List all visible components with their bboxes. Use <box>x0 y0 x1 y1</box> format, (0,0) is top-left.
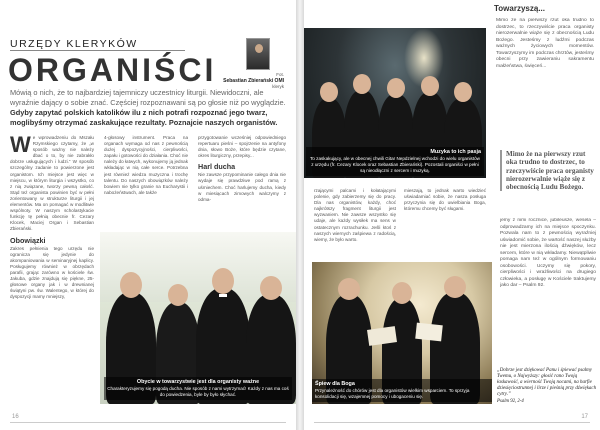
psalm-text: „Dobrze jest dziękować Panu i śpiewać psalmy Twemu, o Najwyższy: głosić rano Twoją łaskawość, a wierność Twoją nocami, na harfie dziesięciostrunnej i lirze i pieśnią przy dźwiękach cytry.” <box>497 368 597 398</box>
left-page <box>0 0 296 430</box>
psalm-source: Psalm 92, 2-4 <box>497 399 524 405</box>
person-head <box>353 74 371 94</box>
photo-caption <box>306 147 484 176</box>
pull-quote: Mimo że na pierwszy rzut oka trudno to dostrzec, to rzeczywiście praca organisty nierozerwalnie wiąże się z obecnością Ludu Bożego. <box>500 150 596 191</box>
right-paragraph: jemy z nimi rocznice, jubileusze, wesela – odprowadzamy ich na miejsce spoczynku. Pozwala nam to z pewnością wyraźniej uświadomić sobie, że wartość naszej służby nie jest mierzona ilością dźwięków, lecz sercem, które w nią wkładamy. Niewątpliwie pomaga nam też w ogólnym formowaniu osobowości. Uczymy się pokory, cierpliwości i wrażliwości na drugiego człowieka, a posługę w Kościele traktujemy jako dar – Psalm 92. <box>500 218 596 288</box>
mid-paragraph: rzającymi palcami i kołatającymi polenie, gdy zabierzemy się do pracy. Dla nas organistów, każdy, choć najkrótszy fragment liturgii jest wyzwaniem. Nie zawsze wszystko się udaje, ale każdy wysiłek ma sens w ostatecznym rozrachunku. Jeśli ktoś z naszych wiernych zaśpiewa z radością, wiemy, że było warto. <box>314 188 396 242</box>
section-label: URZĘDY KLERYKÓW <box>10 38 138 50</box>
person-head <box>421 76 439 96</box>
author-portrait <box>246 38 270 70</box>
lead-text: Mówią o nich, że to najbardziej tajemniczy uczestnicy liturgii. Niewidoczni, ale wyraźnie dający o sobie znać. Częściej rozpoznawani są po głosie niż po wyglądzie. <box>10 88 286 107</box>
col3-paragraph-2: Nie zawsze przypominanie całego dnia nie wydaje się prawdziwe pod ramą z uśmiechem. Choć harlujemy ducha, kiedy w miesiącach zimowych walczymy z odma- <box>198 172 286 202</box>
article-column-mid-1 <box>314 188 396 258</box>
col1-paragraph: e wprowadzeniu do Mszału Rzymskiego czytamy, że „w sposób ważny nie należy dbać o to, by nie zabrakło dobrze usługujących i ludzi.” W sposób szczególny zadanie to powierzone jest organistom. Ich miejsce jest więc w miejscu, w którym liturgia i wszystko, co z nią związane, tworzy pewną całość. Stąd też organista powinien być w pełni zorientowany w strukturze liturgii i jej elementów. Ma on pomagać w modlitwie wspólnoty. W naszym scholastykacie funkcję tę pełnią obecnie fr. Cezary Klocek, Maciej Organ i Sebastian Zbierański. <box>10 135 94 232</box>
person-head <box>454 82 472 102</box>
dropcap: W <box>10 135 31 157</box>
caption-title: Obycie w towarzystwie jest dla organisty ważne <box>136 379 260 385</box>
page-number: 16 <box>12 414 19 420</box>
person-head <box>120 272 142 298</box>
side-column <box>496 18 594 138</box>
person-head <box>387 78 405 98</box>
person-head <box>168 284 188 306</box>
lead-paragraph <box>10 88 290 128</box>
person-head <box>212 268 234 294</box>
article-column-right <box>500 218 596 348</box>
spine-gutter <box>296 0 304 430</box>
person-head <box>338 278 360 300</box>
photo-credit-name: Sebastian Zbierański OMI <box>223 78 284 84</box>
article-column-mid-2 <box>404 188 486 258</box>
article-column-2 <box>104 135 188 217</box>
photo-group-clerics <box>100 232 296 404</box>
photo-caption <box>104 377 292 400</box>
person-head <box>444 276 466 298</box>
psalm-quote <box>497 368 597 406</box>
person-head <box>392 282 412 304</box>
caption-title: Śpiew dla Boga <box>315 381 355 387</box>
photo-clerics-in-church <box>304 28 486 178</box>
sheet-music <box>415 323 443 342</box>
col1-paragraph-2: Zakres pełnienia tego urzędu nie ogranicza się jedynie do akompaniowania w seminaryjnej kaplicy. Posługujemy również w obrzędach parafii, grając zarówno w kościele św. Jakuba, gdzie znajdują się piękne, 25-głosowe organy jak i w drewnianej świątyni pw. św. Walentego, w której do dyspozycji mamy mniejszy, <box>10 245 94 300</box>
side-title: Towarzyszą... <box>494 4 545 13</box>
mid-paragraph-2: mieszają, to jednak warto wiedzieć uświadamiać sobie, że nasza posługa przyczynia się do uwielbiania Boga, któremu chcemy być sługami. <box>404 188 486 212</box>
photo-caption <box>312 379 492 402</box>
subheading-duties: Obowiązki <box>10 235 46 245</box>
photo-choir-singing <box>312 262 492 404</box>
footer-rule <box>10 422 286 423</box>
person-head <box>320 82 338 102</box>
footer-rule <box>314 422 590 423</box>
article-column-3 <box>198 135 286 217</box>
title-rule <box>10 50 185 51</box>
photo-credit-label: Fot. <box>276 72 284 77</box>
col2-paragraph: 4-głosowy instrument. Praca na organach wymaga od nas z pewnością dużej dyspozycyjności, cierpliwości, zapału i gotowości do działania. Choć nie należy do łatwych, wykonujemy ją jednak wkładając w nią całe serce. Potrzebna jest również wiedza muzyczna i trochę talentu. Do naszych obowiązków należy bowiem nie tylko granie na Eucharystii i nabożeństwach, ale także <box>104 135 188 195</box>
caption-title: Muzyka to ich pasja <box>430 149 481 155</box>
clerical-collar <box>219 294 227 297</box>
caption-text: Przynależność do chórów jest dla organistów wielkim wsparciem. To sprzyja konsolidacji się, wzajemnej pomocy i ubogaceniu się. <box>315 388 470 399</box>
caption-text: Charakteryzujemy się pogodą ducha. Nie sposób z nami wytrzymać! Każdy z nas ma coś do powiedzenia, byle by było słychać. <box>107 386 289 397</box>
right-page <box>304 0 600 430</box>
portrait-head <box>255 44 263 53</box>
caption-text: To zaskakujący, ale w obecnej chwili Gitar Nepdzielnej wchodzi do wielu organistów z urzędu (fr. Cezary Klocek oraz Sebastian Zbierański). Pozostali organiści w pełni są nieodłączni z sercem i muzyką. <box>310 156 480 173</box>
photo-credit-role: kleryk <box>272 84 284 89</box>
page-title: ORGANIŚCI <box>8 52 217 88</box>
subheading-spirit: Harl ducha <box>198 162 236 172</box>
page-number: 17 <box>581 414 588 420</box>
side-paragraph: Mimo że na pierwszy rzut oka trudno to dostrzec, to rzeczywiście praca organisty nierozerwalnie wiąże się z obecnością Ludu Bożego. Jesteśmy z ludźmi podczas ważnych życiowych momentów. Towarzyszymy im podczas chrztów, jesteśmy obecni przy zawieraniu sakramentu małżeństwa, święceń... <box>496 18 594 69</box>
lead-bold: Gdyby zapytać polskich katolików ilu z nich potrafi rozpoznać jego twarz, moglibyśmy otrzymać zaskakujące rezultaty. Poznajcie naszych organistów. <box>10 108 278 127</box>
col3-paragraph: przygotowanie wcześniej odpowiedniego repertuaru pieśni – spojrzenie na antyfony dnia, słowo Boże, które będzie czytane, okres liturgiczny, przepisy... <box>198 135 286 159</box>
person-head <box>260 276 282 300</box>
article-column-1 <box>10 135 94 349</box>
